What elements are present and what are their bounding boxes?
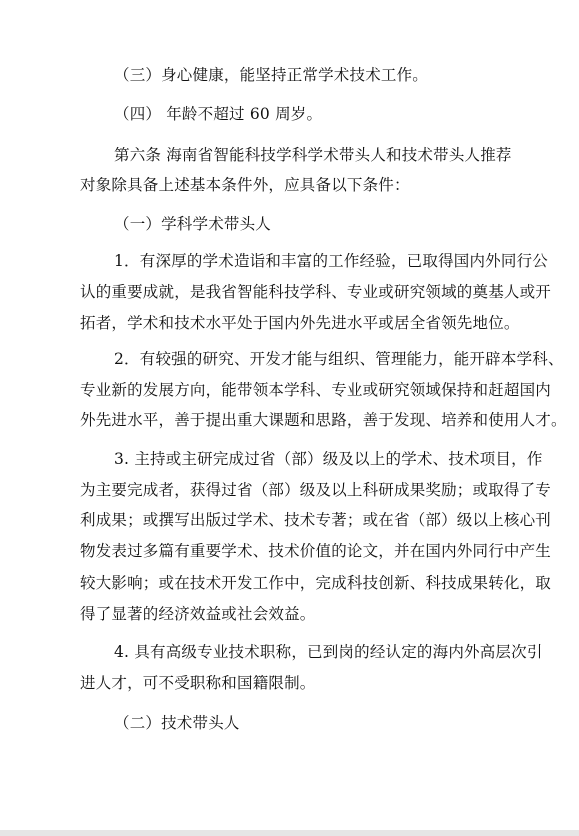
item-3-line-2: 为主要完成者，获得过省（部）级及以上科研成果奖励；或取得了专 <box>80 481 552 499</box>
item-1-line-3: 拓者，学术和技术水平处于国内外先进水平或居全省领先地位。 <box>80 314 520 332</box>
clause-4-age: （四） 年龄不超过 60 周岁。 <box>114 105 323 123</box>
clause-3-health: （三）身心健康，能坚持正常学术技术工作。 <box>114 66 429 84</box>
item-2-line-3: 外先进水平，善于提出重大课题和思路，善于发现、培养和使用人才。 <box>80 411 567 429</box>
article-6-heading-line-2: 对象除具备上述基本条件外，应具备以下条件： <box>80 176 410 194</box>
section-2-title: （二）技术带头人 <box>114 714 240 732</box>
item-1-line-1: 1．有深厚的学术造诣和丰富的工作经验，已取得国内外同行公 <box>114 252 548 270</box>
item-1-line-2: 认的重要成就，是我省智能科技学科、专业或研究领域的奠基人或开 <box>80 283 552 301</box>
item-4-line-1: 4. 具有高级专业技术职称，已到岗的经认定的海内外高层次引 <box>114 643 543 661</box>
item-2-line-2: 专业新的发展方向，能带领本学科、专业或研究领域保持和赶超国内 <box>80 381 552 399</box>
item-3-line-5: 较大影响；或在技术开发工作中，完成科技创新、科技成果转化，取 <box>80 574 552 592</box>
item-3-line-1: 3. 主持或主研完成过省（部）级及以上的学术、技术项目，作 <box>114 450 543 468</box>
item-3-line-4: 物发表过多篇有重要学术、技术价值的论文，并在国内外同行中产生 <box>80 542 552 560</box>
item-2-line-1: 2．有较强的研究、开发才能与组织、管理能力，能开辟本学科、 <box>114 350 564 368</box>
article-6-heading-line-1: 第六条 海南省智能科技学科学术带头人和技术带头人推荐 <box>114 146 512 164</box>
page-bottom-edge <box>0 830 579 836</box>
section-1-title: （一）学科学术带头人 <box>114 215 272 233</box>
item-4-line-2: 进人才，可不受职称和国籍限制。 <box>80 674 316 692</box>
item-3-line-3: 利成果；或撰写出版过学术、技术专著；或在省（部）级以上核心刊 <box>80 511 552 529</box>
item-3-line-6: 得了显著的经济效益或社会效益。 <box>80 605 316 623</box>
